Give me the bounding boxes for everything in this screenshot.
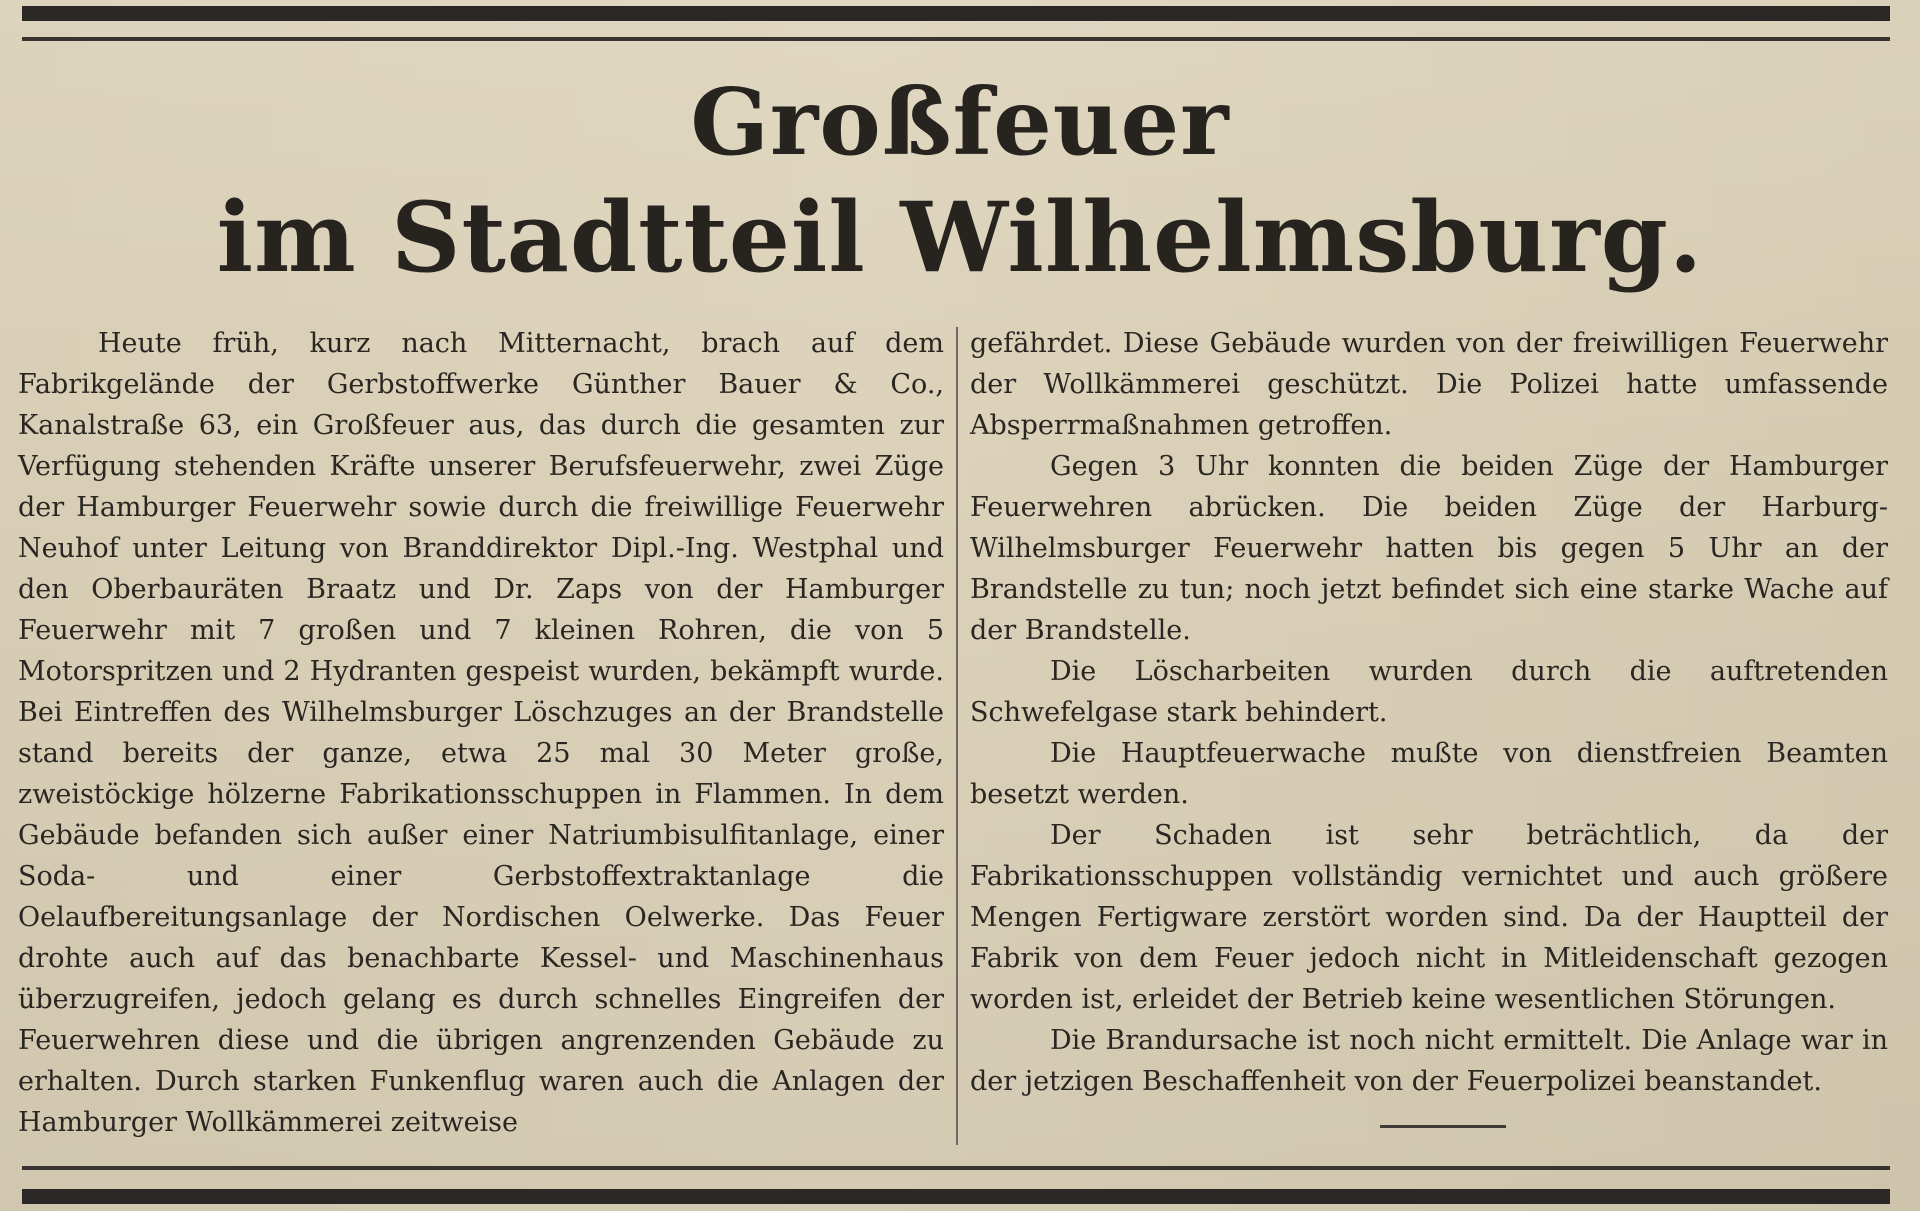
right-column-paragraph: Die Löscharbeiten wurden durch die auftretenden Schwefelgase stark behindert. [970,656,1888,728]
right-column-paragraph: Der Schaden ist sehr beträchtlich, da der Fabrikationsschuppen vollständig vernichtet und auch größere Mengen Fertigware zerstört worden sind. Da der Hauptteil der Fabrik von dem Feuer jedoch nicht in Mitleidenschaft gezogen worden ist, erleidet der Betrieb keine wesentlichen Störungen. [970,820,1888,1015]
column-divider [956,327,958,1145]
headline [0,70,1920,292]
article-left-column [18,323,944,1143]
headline-line-2: im Stadtteil Wilhelmsburg. [216,181,1704,294]
bottom-thick-rule [22,1189,1890,1204]
headline-line-1: Großfeuer [690,68,1230,176]
article-right-column [970,323,1888,1102]
article-end-rule [1380,1125,1506,1128]
right-column-paragraph: gefährdet. Diese Gebäude wurden von der freiwilligen Feuerwehr der Wollkämmerei geschützt. Die Polizei hatte umfassende Absperrmaßnahmen getroffen. [970,328,1888,441]
left-column-text: Heute früh, kurz nach Mitternacht, brach auf dem Fabrikgelände der Gerbstoffwerke Günther Bauer & Co., Kanalstraße 63, ein Großfeuer aus, das durch die gesamten zur Verfügung stehenden Kräfte unserer Berufsfeuerwehr, zwei Züge der Hamburger Feuerwehr sowie durch die freiwillige Feuerwehr Neuhof unter Leitung von Branddirektor Dipl.-Ing. Westphal und den Oberbauräten Braatz und Dr. Zaps von der Hamburger Feuerwehr mit 7 großen und 7 kleinen Rohren, die von 5 Motorspritzen und 2 Hydranten gespeist wurden, bekämpft wurde. Bei Eintreffen des Wilhelmsburger Löschzuges an der Brandstelle stand bereits der ganze, etwa 25 mal 30 Meter große, zweistöckige hölzerne Fabrikationsschuppen in Flammen. In dem Gebäude befanden sich außer einer Natriumbisulfitanlage, einer Soda- und einer Gerbstoffextraktanlage die Oelaufbereitungsanlage der Nordischen Oelwerke. Das Feuer drohte auch auf das benachbarte Kessel- und Maschinenhaus überzugreifen, jedoch gelang es durch schnelles Eingreifen der Feuerwehren diese und die übrigen angrenzenden Gebäude zu erhalten. Durch starken Funkenflug waren auch die Anlagen der Hamburger Wollkämmerei zeitweise [18,328,944,1138]
right-column-paragraph: Die Hauptfeuerwache mußte von dienstfreien Beamten besetzt werden. [970,738,1888,810]
top-thick-rule [22,6,1890,21]
bottom-thin-rule [22,1166,1890,1170]
top-thin-rule [22,37,1890,41]
right-column-paragraph: Die Brandursache ist noch nicht ermittelt. Die Anlage war in der jetzigen Beschaffenheit von der Feuerpolizei beanstandet. [970,1025,1888,1097]
right-column-paragraph: Gegen 3 Uhr konnten die beiden Züge der Hamburger Feuerwehren abrücken. Die beiden Züge der Harburg-Wilhelmsburger Feuerwehr hatten bis gegen 5 Uhr an der Brandstelle zu tun; noch jetzt befindet sich eine starke Wache auf der Brandstelle. [970,451,1888,646]
